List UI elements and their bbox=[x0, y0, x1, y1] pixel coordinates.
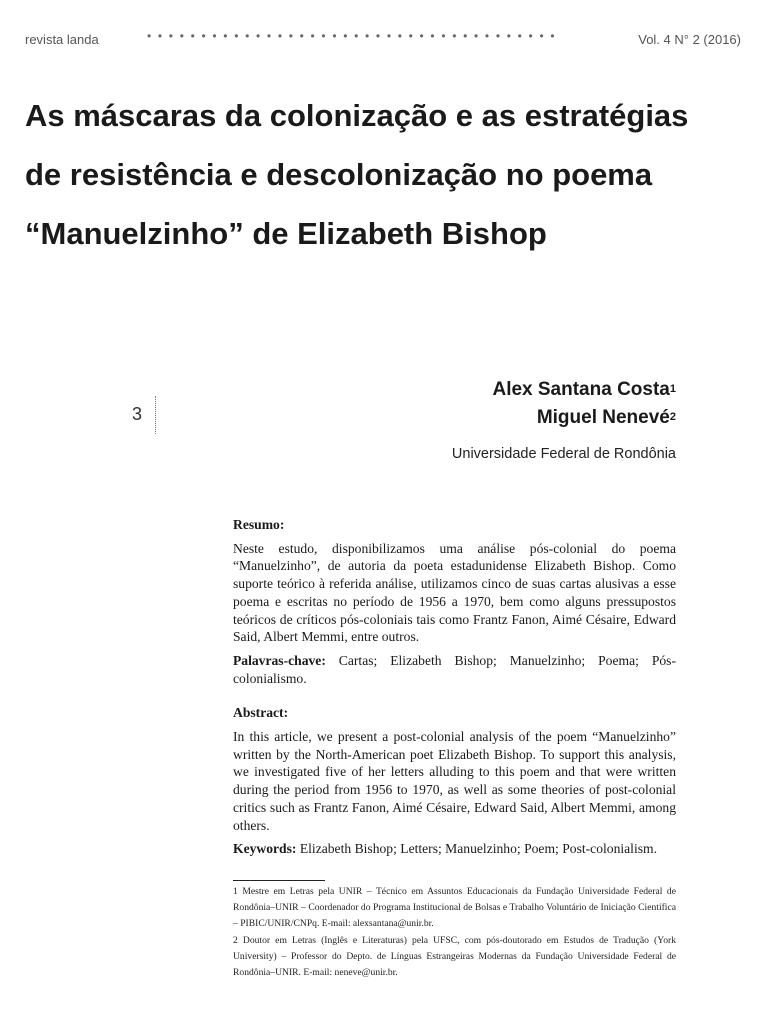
running-header bbox=[25, 29, 745, 52]
journal-name: revista landa bbox=[25, 32, 99, 47]
footnotes bbox=[233, 880, 676, 981]
keywords-label: Palavras-chave: bbox=[233, 652, 326, 668]
author-name: Alex Santana Costa$^1$ bbox=[492, 379, 676, 400]
resumo-heading: Resumo: bbox=[233, 517, 285, 532]
article-title: As máscaras da colonização e as estratégias de resistência e descolonização no poema “Manuelzinho” de Elizabeth Bishop bbox=[25, 98, 689, 251]
keywords-value: Elizabeth Bishop; Letters; Manuelzinho; Poem; Post-colonialism. bbox=[296, 841, 657, 857]
abstract-keywords bbox=[233, 840, 676, 858]
abstract-heading: Abstract: bbox=[233, 705, 289, 721]
footnote-1: 1 Mestre em Letras pela UNIR – Técnico em Assuntos Educacionais da Fundação Universidade Federal de Rondônia–UNIR – Coordenador do Programa Institucional de Bolsas e Trabalho Voluntário de Iniciação Científica – PIBIC/UNIR/CNPq. E-mail: alexsantana@unir.br. bbox=[233, 886, 676, 930]
keywords-value: Cartas; Elizabeth Bishop; Manuelzinho; Poema; Pós-colonialismo. bbox=[233, 652, 676, 686]
page-number-divider bbox=[155, 396, 156, 434]
abstract-block bbox=[233, 516, 676, 858]
header-dot-leader: •••••••••••••••••••••••••••••••••••••• bbox=[147, 29, 562, 43]
affiliation: Universidade Federal de Rondônia bbox=[451, 446, 676, 462]
resumo-text: Neste estudo, disponibilizamos uma análise pós-colonial do poema “Manuelzinho”, de autoria da poeta estadunidense Elizabeth Bishop. Como suporte teórico à referida análise, utilizamos cinco de suas cartas alusivas a esse poema e escritas no período de 1956 a 1970, bem como alguns pressupostos teóricos de críticos pós-coloniais tais como Frantz Fanon, Aimé Césaire, Edward Said, Albert Memmi, entre outros. bbox=[233, 540, 676, 645]
footnote-rule bbox=[233, 880, 325, 881]
keywords-label: Keywords: bbox=[233, 841, 297, 857]
footnote-marker[interactable]: 2 bbox=[669, 411, 676, 423]
footnote-2: 2 Doutor em Letras (Inglês e Literaturas) pela UFSC, com pós-doutorado em Estudos de Tradução (York University) – Professor do Depto. de Línguas Estrangeiras Modernas da Fundação Universidade Federal de Rondônia–UNIR. E-mail: neneve@unir.br. bbox=[233, 934, 676, 979]
resumo-keywords bbox=[233, 652, 676, 687]
author-name: Miguel Nenevé$^2$ bbox=[536, 407, 676, 428]
volume-issue: Vol. 4 N° 2 (2016) bbox=[638, 32, 741, 47]
footnote-marker[interactable]: 1 bbox=[669, 383, 676, 395]
abstract-text: In this article, we present a post-colonial analysis of the poem “Manuelzinho” written by the North-American poet Elizabeth Bishop. To support this analysis, we investigated five of her letters alluding to this poem and that were written during the period from 1956 to 1970, as well as some theories of post-colonial critics such as Frantz Fanon, Aimé Césaire, Edward Said, Albert Memmi, among others. bbox=[233, 729, 676, 833]
page-number: 3 bbox=[132, 404, 143, 424]
author-list bbox=[492, 376, 676, 432]
